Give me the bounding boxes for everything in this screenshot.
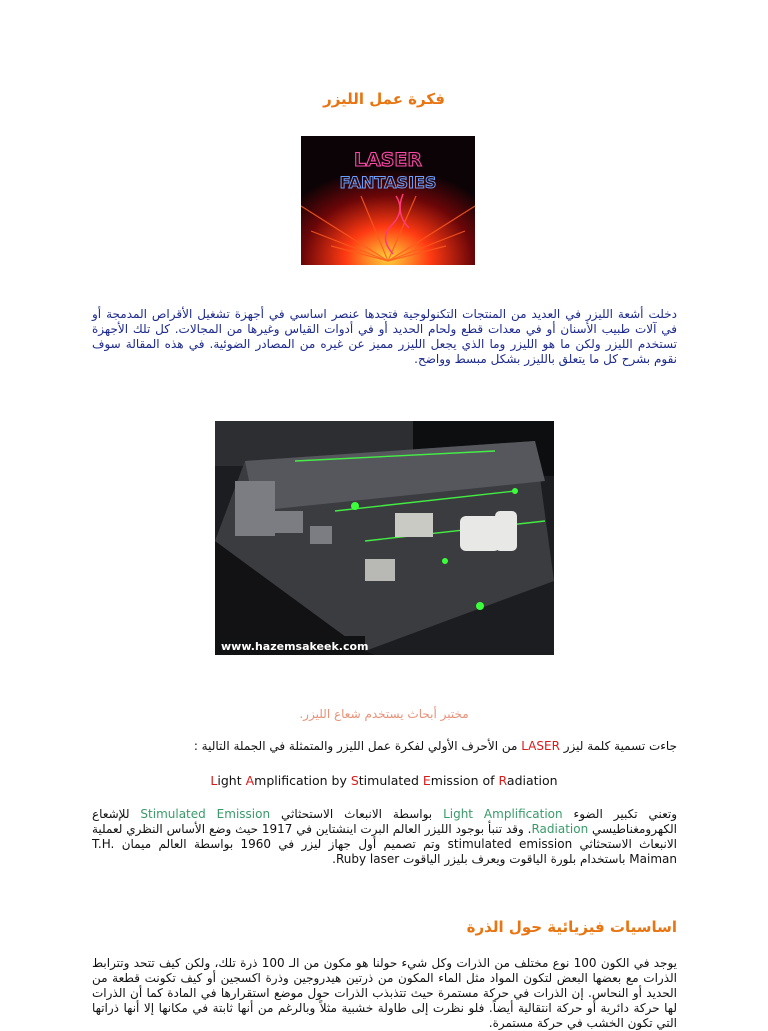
laser-name-sentence (92, 739, 677, 754)
image2-caption: مختبر أبحاث يستخدم شعاع الليزر. (299, 707, 469, 721)
image1-text-line1: LASER (353, 149, 423, 171)
term-light-amplification: Light Amplification (443, 807, 563, 821)
article-title: فكرة عمل الليزر (323, 90, 445, 108)
meaning-part2: بواسطة الانبعاث الاستحثاثي (270, 807, 444, 821)
term-radiation: Radiation (531, 822, 589, 836)
acronym-e: E (422, 773, 431, 788)
meaning-part4: . وقد تنبأ بوجود الليزر العالم البرت اينشتاين في 1917 حيث وضع الأساس النظري لعملية الانبعاث الاستحثاثي stimulated emission وتم تصميم أول جهاز ليزر في 1960 بواسطة العالم ميمان T.H. Maiman باستخدام بلورة الياقوت ويعرف بليزر الياقوت Ruby laser. (92, 822, 678, 866)
acronym-radiation: adiation (506, 773, 558, 788)
laser-lab-image (215, 421, 554, 655)
term-stimulated-emission: Stimulated Emission (140, 807, 271, 821)
section-heading-atom-physics: اساسيات فيزيائية حول الذرة (466, 918, 677, 936)
laser-meaning-paragraph (92, 807, 677, 867)
acronym-light: ight (217, 773, 246, 788)
laser-acronym-expansion (0, 773, 768, 788)
meaning-part3: للإشعاع الكهرومغناطيسي (92, 807, 677, 836)
laser-fantasies-image (301, 136, 475, 265)
acronym-stimulated: timulated (358, 773, 423, 788)
laser-sentence-after: من الأحرف الأولي لفكرة عمل الليزر والمتمثلة في الجملة التالية : (193, 739, 522, 753)
laser-show-graphic (301, 136, 475, 265)
image2-watermark: www.hazemsakeek.com (221, 640, 369, 653)
laser-sentence-before: جاءت تسمية كلمة ليزر (559, 739, 677, 753)
intro-paragraph: دخلت أشعة الليزر في العديد من المنتجات التكنولوجية فتجدها عنصر اساسي في أجهزة تشغيل الأقراص المدمجة أو في آلات طبيب الأسنان أو في معدات قطع ولحام الحديد أو في أدوات القياس وغيرها من المجالات. كل تلك الأجهزة تستخدم الليزر ولكن ما هو الليزر وما الذي يجعل الليزر مميز عن غيره من المصادر الضوئية. في هذه المقالة سوف نقوم بشرح كل ما يتعلق بالليزر بشكل مبسط وواضح. (92, 307, 677, 366)
atoms-paragraph: يوجد في الكون 100 نوع مختلف من الذرات وكل شيء حولنا هو مكون من الـ 100 ذرة تلك، ولكن كيف تتحد وتترابط الذرات مع بعضها البعض لتكون المواد مثل الماء المكون من ذرتين هيدروجين وذرة اكسجين أو كيف تكونت قطعة من الحديد أو النحاس. إن الذرات في حركة مستمرة حيث تتذبذب الذرات حول موضع استقرارها في المادة كما أن الذرات لها حركة دائرية أو حركة انتقالية أيضاً. فلو نظرت إلى طاولة خشبية مثلاً وبالرغم من أنها ثابتة في مكانها إلا أنها ذراتها التي تكون الخشب في حركة مستمرة. (92, 956, 677, 1030)
meaning-part1: وتعني تكبير الضوء (562, 807, 678, 821)
acronym-r: R (498, 773, 507, 788)
acronym-amplification: mplification by (254, 773, 351, 788)
acronym-s: S (350, 773, 359, 788)
acronym-emission: mission of (430, 773, 499, 788)
acronym-a: A (245, 773, 255, 788)
laser-lab-graphic (215, 421, 554, 655)
image1-text-line2: FANTASIES (339, 173, 437, 192)
laser-word: LASER (521, 739, 560, 753)
acronym-l: L (210, 773, 218, 788)
